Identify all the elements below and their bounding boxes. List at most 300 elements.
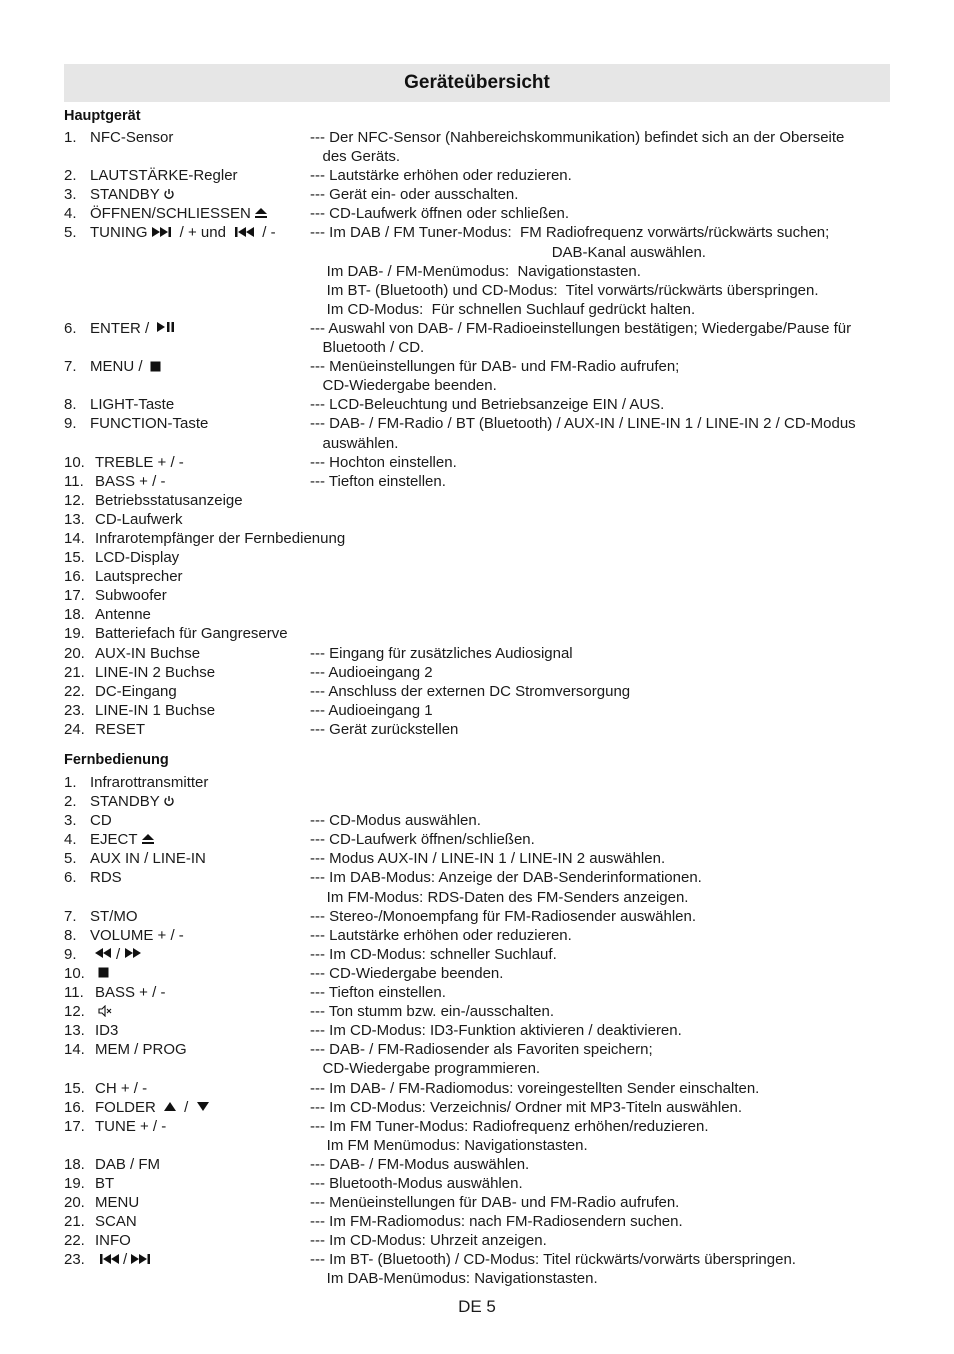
item-description <box>310 1040 894 1078</box>
item-description <box>310 849 894 868</box>
item-number: 12. <box>64 491 85 509</box>
description-line: --- Im CD-Modus: ID3-Funktion aktivieren / deaktivieren. <box>310 1022 682 1040</box>
item-number: 11. <box>64 984 84 1002</box>
item-label-text: RDS <box>90 869 122 887</box>
item-label-text: BASS + / - <box>95 472 166 490</box>
list-item <box>64 830 894 849</box>
item-label <box>64 964 112 984</box>
description-line: --- Im DAB / FM Tuner-Modus: FM Radiofrequenz vorwärts/rückwärts suchen; <box>310 224 830 242</box>
description-line: --- Gerät zurückstellen <box>310 720 459 738</box>
item-label <box>64 830 158 850</box>
item-description <box>310 204 894 223</box>
item-label <box>64 204 271 224</box>
item-number: 2. <box>64 167 77 185</box>
item-label-text: MEM / PROG <box>95 1041 187 1059</box>
item-description <box>310 529 894 548</box>
item-description <box>310 357 894 395</box>
item-number: 12. <box>64 1003 85 1021</box>
description-line: --- Modus AUX-IN / LINE-IN 1 / LINE-IN 2 auswählen. <box>310 850 666 868</box>
item-description <box>310 1212 894 1231</box>
item-number: 1. <box>64 129 77 146</box>
item-description <box>310 472 894 491</box>
item-number: 13. <box>64 510 85 528</box>
description-line: --- Im CD-Modus: schneller Suchlauf. <box>310 945 557 963</box>
item-number: 23. <box>64 1251 85 1269</box>
item-label <box>64 926 184 945</box>
list-item <box>64 548 894 567</box>
item-description <box>310 586 894 605</box>
item-label-suffix: / <box>116 945 121 963</box>
item-label-suffix: / - <box>258 224 276 242</box>
item-number: 16. <box>64 568 85 586</box>
item-label <box>64 605 151 624</box>
description-line: --- CD-Laufwerk öffnen oder schließen. <box>310 205 569 223</box>
item-number: 3. <box>64 812 77 830</box>
list-item <box>64 1040 894 1078</box>
description-line: --- Auswahl von DAB- / FM-Radioeinstellungen bestätigen; Wiedergabe/Pause für <box>310 319 852 337</box>
item-description <box>310 1117 894 1155</box>
down-arrow-icon <box>196 1098 210 1117</box>
item-number: 19. <box>64 625 85 643</box>
description-line: --- Anschluss der externen DC Stromversorgung <box>310 682 631 700</box>
list-item <box>64 414 894 452</box>
list-item <box>64 605 894 624</box>
description-line: --- Tiefton einstellen. <box>310 472 446 490</box>
item-label <box>64 1193 139 1212</box>
list-item <box>64 682 894 701</box>
description-line: Im FM-Modus: RDS-Daten des FM-Senders anzeigen. <box>310 888 689 906</box>
item-label <box>64 849 206 868</box>
item-description <box>310 701 894 720</box>
item-number: 24. <box>64 720 85 738</box>
skip-back-icon <box>233 224 255 243</box>
list-item <box>64 926 894 945</box>
item-label-suffix: / + und <box>175 224 231 242</box>
item-description <box>310 1174 894 1193</box>
item-label <box>64 1079 147 1098</box>
item-label-text: DAB / FM <box>95 1155 161 1173</box>
item-label <box>64 1002 115 1022</box>
item-label <box>64 811 112 830</box>
stop-icon <box>98 964 109 983</box>
item-label-text: LINE-IN 1 Buchse <box>95 701 216 719</box>
item-number: 21. <box>64 663 85 681</box>
list-item <box>64 472 894 491</box>
description-line: --- CD-Modus auswählen. <box>310 812 481 830</box>
description-line: --- Der NFC-Sensor (Nahbereichskommunikation) befindet sich an der Oberseite <box>310 129 845 146</box>
list-item <box>64 773 894 792</box>
item-label-text: Infrarottransmitter <box>90 774 209 791</box>
description-line: --- Ton stumm bzw. ein-/ausschalten. <box>310 1003 554 1021</box>
item-label-text: FUNCTION-Taste <box>90 415 209 433</box>
item-label-text: TUNING <box>90 224 148 242</box>
item-label-text: EJECT <box>90 831 138 849</box>
item-number: 18. <box>64 1155 85 1173</box>
list-item <box>64 1193 894 1212</box>
list-item <box>64 491 894 510</box>
item-number: 7. <box>64 907 77 925</box>
item-label <box>64 983 165 1002</box>
item-label <box>64 1021 118 1040</box>
item-label-text: ST/MO <box>90 907 138 925</box>
list-item <box>64 1079 894 1098</box>
list-item <box>64 849 894 868</box>
list-item <box>64 1250 894 1288</box>
power-icon <box>163 186 175 205</box>
item-label-text: Lautsprecher <box>95 568 183 586</box>
list-item <box>64 1155 894 1174</box>
item-label <box>64 453 184 472</box>
item-description <box>310 773 894 792</box>
list-item <box>64 1117 894 1155</box>
item-label-suffix: / <box>123 1251 128 1269</box>
description-line: --- Im BT- (Bluetooth) / CD-Modus: Titel rückwärts/vorwärts überspringen. <box>310 1251 796 1269</box>
description-line: --- Stereo-/Monoempfang für FM-Radiosender auswählen. <box>310 907 697 925</box>
item-number: 3. <box>64 186 77 204</box>
item-label <box>64 166 238 185</box>
item-label-text: Infrarotempfänger der Fernbedienung <box>95 529 346 547</box>
item-description <box>310 395 894 414</box>
item-description <box>310 964 894 983</box>
description-line: CD-Wiedergabe programmieren. <box>310 1060 541 1078</box>
item-number: 23. <box>64 701 85 719</box>
item-label <box>64 1155 160 1174</box>
list-item <box>64 720 894 739</box>
item-number: 18. <box>64 606 85 624</box>
item-label <box>64 1117 166 1136</box>
item-description <box>310 453 894 472</box>
main-unit-heading: Hauptgerät <box>64 108 141 124</box>
description-line: --- Tiefton einstellen. <box>310 984 446 1002</box>
item-label <box>64 319 179 339</box>
item-label-text: SCAN <box>95 1213 137 1231</box>
description-line: --- Menüeinstellungen für DAB- und FM-Radio aufrufen; <box>310 358 680 376</box>
item-label <box>64 907 138 926</box>
description-line: --- Im DAB- / FM-Radiomodus: voreingestellten Sender einschalten. <box>310 1079 760 1097</box>
list-item <box>64 586 894 605</box>
item-label-text: BASS + / - <box>95 984 166 1002</box>
item-label <box>64 548 179 567</box>
item-number: 5. <box>64 850 77 868</box>
item-label <box>64 223 276 243</box>
item-description <box>310 510 894 529</box>
item-number: 14. <box>64 529 85 547</box>
item-number: 10. <box>64 453 85 471</box>
item-label <box>64 529 345 548</box>
remote-heading: Fernbedienung <box>64 752 169 768</box>
item-label-text: CD <box>90 812 112 830</box>
item-label <box>64 663 215 682</box>
item-label-text: RESET <box>95 720 146 738</box>
item-label <box>64 1040 187 1059</box>
item-number: 4. <box>64 831 77 849</box>
skip-forward-icon <box>130 1251 152 1270</box>
item-label-text: MENU <box>95 1194 140 1212</box>
item-label <box>64 1231 131 1250</box>
item-number: 14. <box>64 1041 85 1059</box>
item-label <box>64 395 174 414</box>
item-label-text: TUNE + / - <box>95 1117 167 1135</box>
item-description <box>310 223 894 318</box>
item-label-text: LIGHT-Taste <box>90 396 175 414</box>
description-line: --- Audioeingang 2 <box>310 663 433 681</box>
item-description <box>310 1098 894 1117</box>
item-number: 17. <box>64 1117 85 1135</box>
description-line: DAB-Kanal auswählen. <box>310 243 706 261</box>
description-line: --- Im FM Tuner-Modus: Radiofrequenz erhöhen/reduzieren. <box>310 1117 709 1135</box>
item-number: 9. <box>64 415 77 433</box>
list-item <box>64 983 894 1002</box>
list-item <box>64 510 894 529</box>
item-label <box>64 357 164 377</box>
item-number: 2. <box>64 793 77 811</box>
item-label <box>64 624 288 643</box>
description-line: --- Bluetooth-Modus auswählen. <box>310 1174 523 1192</box>
item-number: 6. <box>64 319 77 337</box>
item-label-text: LINE-IN 2 Buchse <box>95 663 216 681</box>
item-description <box>310 319 894 357</box>
description-line: --- DAB- / FM-Radio / BT (Bluetooth) / AUX-IN / LINE-IN 1 / LINE-IN 2 / CD-Modus <box>310 415 856 433</box>
item-description <box>310 792 894 811</box>
item-number: 21. <box>64 1213 85 1231</box>
list-item <box>64 1174 894 1193</box>
description-line: --- Im DAB-Modus: Anzeige der DAB-Senderinformationen. <box>310 869 702 887</box>
description-line: Im DAB- / FM-Menümodus: Navigationstasten. <box>310 262 641 280</box>
item-label <box>64 701 215 720</box>
skip-forward-icon <box>151 224 173 243</box>
description-line: --- Im CD-Modus: Verzeichnis/ Ordner mit MP3-Titeln auswählen. <box>310 1098 743 1116</box>
item-description <box>310 1079 894 1098</box>
item-label-text: Betriebsstatusanzeige <box>95 491 243 509</box>
item-description <box>310 414 894 452</box>
item-label-text: TREBLE + / - <box>95 453 184 471</box>
item-number: 15. <box>64 1079 85 1097</box>
description-line: --- DAB- / FM-Radiosender als Favoriten speichern; <box>310 1041 653 1059</box>
item-label-text: AUX-IN Buchse <box>95 644 201 662</box>
item-description <box>310 548 894 567</box>
description-line: --- Lautstärke erhöhen oder reduzieren. <box>310 926 572 944</box>
rewind-icon <box>93 945 113 964</box>
remote-list <box>64 773 894 1289</box>
list-item <box>64 945 894 964</box>
item-label <box>64 682 177 701</box>
list-item <box>64 185 894 204</box>
item-label-text: LAUTSTÄRKE-Regler <box>90 167 238 185</box>
description-line: --- Im FM-Radiomodus: nach FM-Radiosendern suchen. <box>310 1213 683 1231</box>
eject-icon <box>141 831 155 850</box>
item-label-text: ÖFFNEN/SCHLIESSEN <box>90 205 251 223</box>
item-label-text: MENU / <box>90 358 147 376</box>
item-number: 15. <box>64 549 85 567</box>
item-label <box>64 644 200 663</box>
item-number: 6. <box>64 869 77 887</box>
item-number: 5. <box>64 224 77 242</box>
title-bar <box>64 64 890 102</box>
list-item <box>64 964 894 983</box>
item-description <box>310 1250 894 1288</box>
list-item <box>64 907 894 926</box>
item-description <box>310 926 894 945</box>
item-label-text: AUX IN / LINE-IN <box>90 850 206 868</box>
page-number: DE 5 <box>458 1297 496 1316</box>
item-number: 11. <box>64 472 84 490</box>
item-description <box>310 907 894 926</box>
description-line: --- Hochton einstellen. <box>310 453 457 471</box>
item-number: 13. <box>64 1022 85 1040</box>
item-number: 8. <box>64 926 77 944</box>
item-label-text: Antenne <box>95 606 151 624</box>
item-label <box>64 1098 213 1118</box>
item-label <box>64 1212 137 1231</box>
list-item <box>64 811 894 830</box>
item-label <box>64 773 208 792</box>
item-label <box>64 945 146 965</box>
item-description <box>310 868 894 906</box>
item-number: 20. <box>64 1194 85 1212</box>
item-description <box>310 1231 894 1250</box>
description-line: --- Im CD-Modus: Uhrzeit anzeigen. <box>310 1232 547 1250</box>
item-number: 1. <box>64 774 77 791</box>
mute-icon <box>98 1003 112 1022</box>
item-description <box>310 644 894 663</box>
list-item <box>64 357 894 395</box>
list-item <box>64 166 894 185</box>
eject-icon <box>254 205 268 224</box>
item-label-text: VOLUME + / - <box>90 926 184 944</box>
description-line: des Geräts. <box>310 148 401 166</box>
list-item <box>64 701 894 720</box>
item-description <box>310 720 894 739</box>
description-line: --- DAB- / FM-Modus auswählen. <box>310 1155 530 1173</box>
item-description <box>310 567 894 586</box>
list-item <box>64 223 894 318</box>
item-label-text: DC-Eingang <box>95 682 177 700</box>
item-description <box>310 185 894 204</box>
list-item <box>64 1021 894 1040</box>
list-item <box>64 529 894 548</box>
description-line: --- Eingang für zusätzliches Audiosignal <box>310 644 573 662</box>
description-line: --- Gerät ein- oder ausschalten. <box>310 186 519 204</box>
list-item <box>64 319 894 357</box>
item-description <box>310 682 894 701</box>
list-item <box>64 663 894 682</box>
list-item <box>64 1002 894 1021</box>
item-label <box>64 1250 155 1270</box>
item-label-text: Subwoofer <box>95 587 167 605</box>
item-number: 19. <box>64 1174 85 1192</box>
item-description <box>310 830 894 849</box>
list-item <box>64 567 894 586</box>
description-line: Im FM Menümodus: Navigationstasten. <box>310 1136 588 1154</box>
item-label <box>64 1174 114 1193</box>
item-label-text: STANDBY <box>90 186 160 204</box>
item-label-text: ENTER / <box>90 319 154 337</box>
item-number: 7. <box>64 358 77 376</box>
item-label <box>64 491 243 510</box>
item-label-text: STANDBY <box>90 793 160 811</box>
item-number: 10. <box>64 964 85 982</box>
list-item <box>64 792 894 811</box>
item-number: 4. <box>64 205 77 223</box>
item-description <box>310 983 894 1002</box>
item-label-text: Batteriefach für Gangreserve <box>95 625 288 643</box>
item-description <box>310 491 894 510</box>
list-item <box>64 868 894 906</box>
item-description <box>310 1193 894 1212</box>
item-label <box>64 720 145 739</box>
item-number: 9. <box>64 945 77 963</box>
item-label-text: NFC-Sensor <box>90 129 174 146</box>
item-number: 22. <box>64 1232 85 1250</box>
item-label <box>64 792 178 812</box>
item-label-text: CH + / - <box>95 1079 148 1097</box>
item-label-text: FOLDER <box>95 1098 161 1116</box>
item-label-text: CD-Laufwerk <box>95 510 183 528</box>
item-number: 17. <box>64 587 85 605</box>
item-description <box>310 128 894 166</box>
play-pause-icon <box>156 319 176 338</box>
item-label <box>64 510 183 529</box>
item-label <box>64 586 167 605</box>
item-description <box>310 811 894 830</box>
item-number: 16. <box>64 1098 85 1116</box>
fast-forward-icon <box>123 945 143 964</box>
description-line: Im BT- (Bluetooth) und CD-Modus: Titel vorwärts/rückwärts überspringen. <box>310 281 819 299</box>
item-description <box>310 1155 894 1174</box>
item-label-text: BT <box>95 1174 115 1192</box>
skip-back-icon <box>98 1251 120 1270</box>
description-line: --- CD-Laufwerk öffnen/schließen. <box>310 831 535 849</box>
item-description <box>310 663 894 682</box>
list-item <box>64 453 894 472</box>
item-label-text: INFO <box>95 1232 131 1250</box>
power-icon <box>163 793 175 812</box>
description-line: --- Audioeingang 1 <box>310 701 433 719</box>
description-line: Im DAB-Menümodus: Navigationstasten. <box>310 1270 598 1288</box>
list-item <box>64 1098 894 1117</box>
main-unit-list <box>64 128 894 739</box>
description-line: Bluetooth / CD. <box>310 339 425 357</box>
stop-icon <box>150 358 161 377</box>
item-description <box>310 1021 894 1040</box>
item-label-text: LCD-Display <box>95 549 180 567</box>
list-item <box>64 395 894 414</box>
list-item <box>64 624 894 643</box>
page-title: Geräteübersicht <box>404 72 550 93</box>
item-number: 8. <box>64 396 77 414</box>
item-label <box>64 472 165 491</box>
description-line: Im CD-Modus: Für schnellen Suchlauf gedrückt halten. <box>310 300 696 318</box>
item-description <box>310 166 894 185</box>
item-number: 22. <box>64 682 85 700</box>
item-description <box>310 945 894 964</box>
description-line: --- LCD-Beleuchtung und Betriebsanzeige EIN / AUS. <box>310 396 665 414</box>
list-item <box>64 204 894 223</box>
description-line: auswählen. <box>310 434 399 452</box>
item-description <box>310 624 894 643</box>
description-line: --- Menüeinstellungen für DAB- und FM-Radio aufrufen. <box>310 1194 680 1212</box>
item-label <box>64 128 173 147</box>
item-number: 20. <box>64 644 85 662</box>
description-line: --- CD-Wiedergabe beenden. <box>310 964 504 982</box>
item-label <box>64 567 183 586</box>
item-label-suffix: / <box>180 1098 193 1116</box>
item-description <box>310 1002 894 1021</box>
list-item <box>64 128 894 166</box>
item-label <box>64 414 208 433</box>
description-line: CD-Wiedergabe beenden. <box>310 377 497 395</box>
item-label-text: ID3 <box>95 1022 119 1040</box>
